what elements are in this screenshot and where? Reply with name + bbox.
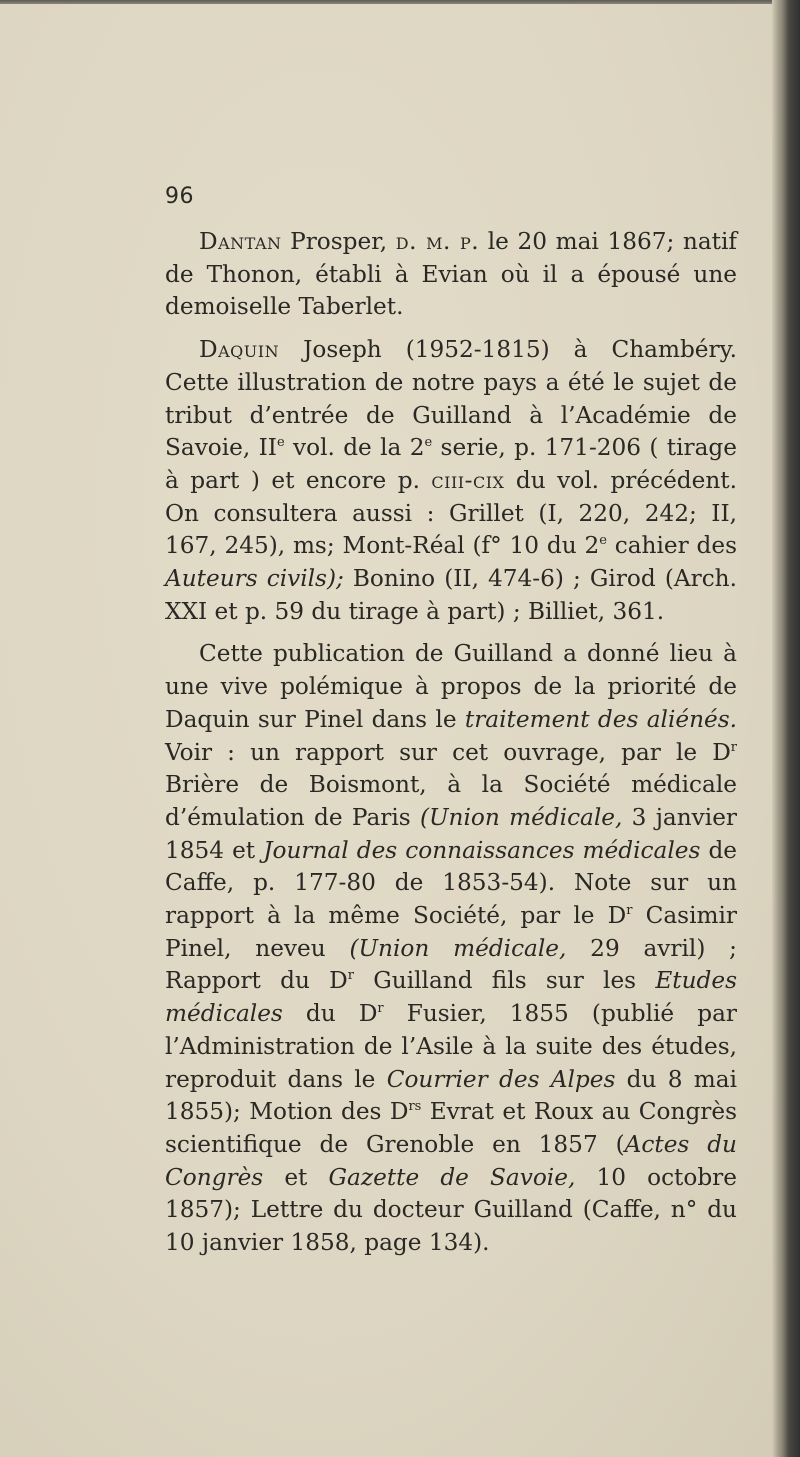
text-run: (Union médicale, [419,803,623,831]
text-run: Guilland fils sur les [353,967,656,995]
text-run: cahier des [606,532,737,560]
text-run: Cette publication de Guilland a donné lieu à une vive polémique à propos de la priorité de Daquin sur Pinel dans le [165,640,737,733]
text-run: 10 octobre 1857); Lettre du docteur Guilland (Caffe, n° du 10 janvier 1858, page 134). [165,1163,737,1257]
page-number: 96 [165,184,194,209]
text-run: serie, p. 171-206 ( tirage à part ) et encore p. [165,434,737,494]
text-run: e [276,435,285,451]
page-top-edge [0,0,800,4]
text-run: r [347,968,354,984]
text-run: r [626,903,633,919]
text-run: Bonino (II, 474-6) ; Girod (Arch. XXI et p. 59 du tirage à part) ; Billiet, 361. [165,565,737,625]
text-run: Dantan [199,228,282,255]
text-run: 3 janvier 1854 et [165,803,738,864]
text-run: Daquin [199,336,280,364]
text-run: vol. de la 2 [284,434,425,462]
body-text [165,226,737,1270]
text-run: d. m. p. [395,228,480,255]
text-run: Casimir Pinel, neveu [165,902,737,962]
text-run: r [377,1001,384,1017]
text-run: Etudes médicales [165,967,737,1028]
text-run: Voir : un rapport sur cet ouvrage, par le D [165,738,731,766]
text-run: Courrier des Alpes [386,1065,616,1093]
text-run: Journal des connaissances médicales [263,836,701,864]
text-run: traitement des aliénés. [464,705,738,733]
text-run: r [730,739,737,755]
text-run: Fusier, 1855 (publié par l’Administration de l’Asile à la suite des études, reproduit dans le [165,1000,737,1093]
text-run: du D [282,1000,378,1028]
text-run: et [263,1163,329,1191]
text-run: Auteurs civils); [165,565,344,593]
text-run: e [599,533,607,549]
text-run: de Caffe, p. 177-80 de 1853-54). Note sur un rapport à la même Société, par le D [165,836,738,930]
text-run: du vol. précédent. On consultera aussi : Grillet (I, 220, 242; II, 167, 245), ms; Mont-Réal (f° 10 du 2 [165,466,738,560]
text-run: (Union médicale, [349,934,567,962]
text-run: 29 avril) ; Rapport du D [165,934,737,995]
text-run: e [424,435,433,451]
text-run: Joseph (1952-1815) à Chambéry. Cette illustration de notre pays a été le sujet de tribut d’entrée de Guilland à l’Académie de Savoie, II [165,336,737,462]
text-run: Actes du Congrès [165,1130,737,1191]
text-run: rs [408,1099,422,1115]
entry-daquin [165,334,737,628]
text-run: Brière de Boismont, à la Société médicale d’émulation de Paris [165,771,737,831]
text-run: Evrat et Roux au Congrès scientifique de Grenoble en 1857 ( [165,1098,737,1158]
book-spine-edge [772,0,800,1457]
entry-polemique [165,638,737,1259]
entry-dantan [165,226,737,324]
text-run: du 8 mai 1855); Motion des D [165,1065,737,1126]
text-run: Gazette de Savoie, [328,1163,576,1191]
text-run: ciii-cix [431,466,505,494]
text-run: le 20 mai 1867; natif de Thonon, établi à Evian où il a épousé une demoiselle Taberlet. [165,228,737,321]
text-run: Prosper, [281,228,396,255]
